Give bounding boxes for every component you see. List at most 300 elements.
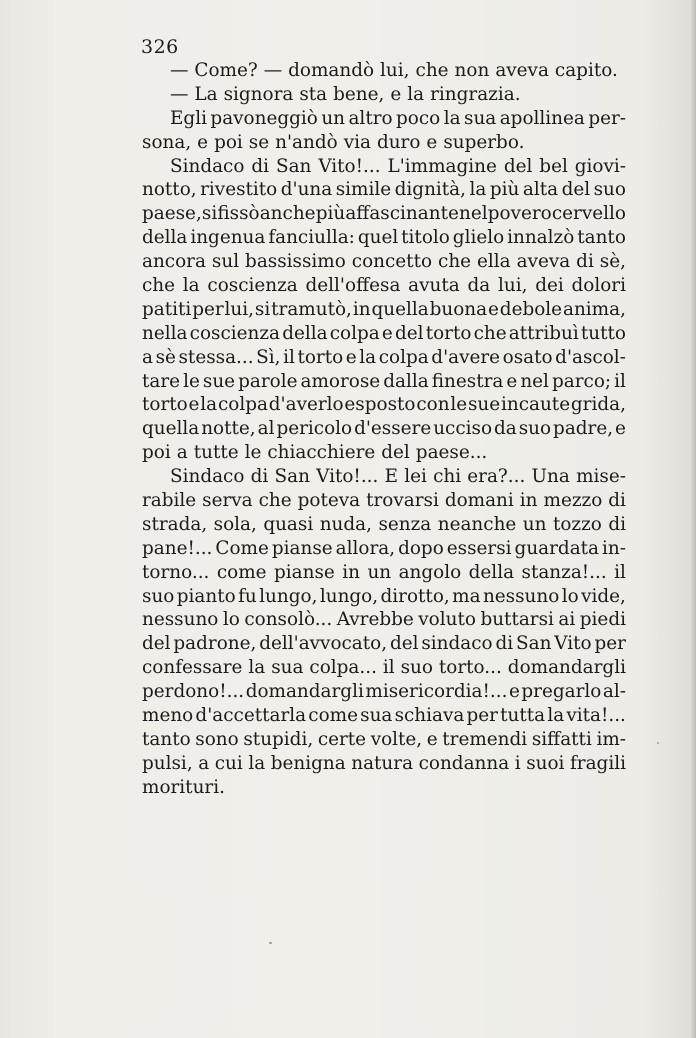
text-word: come <box>308 705 358 727</box>
text-word: tutto <box>580 322 626 344</box>
text-word: del <box>503 155 533 177</box>
text-word: pericolo <box>276 418 353 440</box>
text-word: d'averlo <box>268 394 344 416</box>
text-word: di <box>608 513 626 535</box>
text-word: innalzò <box>507 227 575 249</box>
text-word: il <box>382 657 395 679</box>
text-word: bene, <box>333 83 385 105</box>
text-word: per <box>594 633 626 655</box>
text-word: vita!... <box>566 705 626 727</box>
text-word: la <box>443 107 461 129</box>
text-line <box>142 728 626 752</box>
text-line <box>142 656 626 680</box>
text-word: Avrebbe <box>336 609 414 631</box>
text-word: un <box>321 107 346 129</box>
text-word: trovarsi <box>366 490 439 512</box>
text-word: fu <box>238 585 257 607</box>
text-word: suoi <box>526 752 565 774</box>
text-word: bel <box>539 155 568 177</box>
text-line <box>142 561 626 585</box>
text-word: e <box>381 322 393 344</box>
text-word: Sì, <box>256 346 281 368</box>
text-word: lo <box>561 585 579 607</box>
text-word: via <box>343 131 371 153</box>
body-text <box>142 59 626 800</box>
text-word: a <box>176 442 188 464</box>
text-word: quella <box>371 298 429 320</box>
text-word: da <box>467 275 491 297</box>
text-word: Come? <box>194 60 258 81</box>
text-word: colpa... <box>309 657 377 679</box>
text-word: ella <box>477 251 511 273</box>
text-word: lui, <box>380 60 410 81</box>
text-word: fragili <box>569 752 626 774</box>
text-word: coscienza <box>207 275 298 297</box>
text-word: quella <box>142 418 200 440</box>
text-word: Vito!... <box>316 466 379 488</box>
text-word: e <box>426 728 438 750</box>
text-word: torno... <box>142 561 210 583</box>
text-line <box>142 83 626 107</box>
text-word: le <box>183 370 200 392</box>
text-word: che <box>473 322 507 344</box>
text-word: siffatti <box>531 728 592 750</box>
text-word: la <box>200 394 218 416</box>
text-word: sola, <box>213 513 257 535</box>
text-word: incaute <box>500 394 571 416</box>
text-word: di <box>250 466 269 488</box>
text-word: giovi- <box>574 155 626 177</box>
text-word: — <box>170 83 189 105</box>
text-word: si <box>254 298 271 320</box>
text-word: essersi <box>446 537 512 559</box>
text-line <box>142 131 626 155</box>
text-word: nel <box>520 370 549 392</box>
text-word: simile <box>335 179 392 201</box>
text-word: poi <box>142 442 171 464</box>
text-word: suo <box>400 657 433 679</box>
text-word: aveva <box>495 60 549 81</box>
text-word: parco; <box>552 370 612 392</box>
text-word: tare <box>142 370 181 392</box>
text-word: esposto <box>344 394 416 416</box>
text-word: finestra <box>431 370 504 392</box>
text-word: tozzo <box>552 513 602 535</box>
text-word: nessuno <box>482 585 560 607</box>
text-word: pianse <box>274 561 335 583</box>
text-word: per- <box>588 107 626 129</box>
text-word: dell'avvocato, <box>259 633 388 655</box>
text-word: del <box>381 442 410 464</box>
text-word: della <box>468 561 515 583</box>
text-word: ma <box>452 585 481 607</box>
text-line <box>142 155 626 179</box>
text-word: Una <box>531 466 570 488</box>
text-line <box>142 585 626 609</box>
text-word: della <box>282 322 328 344</box>
text-word: quasi <box>263 513 314 535</box>
text-word: pregarlo <box>521 681 602 703</box>
text-word: il <box>614 561 626 583</box>
text-word: allora, <box>335 537 396 559</box>
text-word: la <box>407 83 425 105</box>
text-word: suo <box>142 585 175 607</box>
text-line <box>142 393 626 417</box>
text-word: debole <box>499 298 563 320</box>
text-word: sua <box>464 107 497 129</box>
text-word: ai <box>558 609 576 631</box>
text-word: Egli <box>170 107 207 129</box>
text-word: con <box>416 394 450 416</box>
text-word: tutte <box>193 442 239 464</box>
text-word: d'ascol- <box>555 346 626 368</box>
text-word: domandargli <box>507 657 626 679</box>
text-word: Sindaco <box>170 155 245 177</box>
text-line <box>142 417 626 441</box>
text-word: stessa... <box>178 346 254 368</box>
text-word: benigna <box>270 752 346 774</box>
text-word: torto <box>142 394 188 416</box>
text-word: la <box>359 346 377 368</box>
text-word: come <box>216 561 267 583</box>
text-word: la <box>182 275 200 297</box>
text-line <box>142 202 626 226</box>
text-word: suo <box>593 179 626 201</box>
text-word: buona <box>429 298 488 320</box>
paper-speck <box>657 742 659 744</box>
text-word: osato <box>502 346 553 368</box>
text-word: titolo <box>401 227 450 249</box>
text-word: il <box>283 346 295 368</box>
text-line <box>142 513 626 537</box>
text-word: era?... <box>467 466 526 488</box>
text-line <box>142 59 626 83</box>
text-line <box>142 752 626 776</box>
text-word: tramutò, <box>271 298 352 320</box>
text-word: pianse <box>271 537 333 559</box>
text-word: le <box>244 442 262 464</box>
text-word: dalla <box>383 370 429 392</box>
text-word: sè, <box>599 251 626 273</box>
text-word: signora <box>223 83 294 105</box>
text-word: domandargli <box>245 681 364 703</box>
text-word: Vito <box>554 633 592 655</box>
text-word: dolori <box>571 275 626 297</box>
text-word: sono <box>195 728 239 750</box>
text-word: che <box>142 275 176 297</box>
text-word: di <box>608 490 626 512</box>
text-line <box>142 704 626 728</box>
text-word: domandò <box>288 60 375 81</box>
text-word: cervello <box>551 203 626 225</box>
text-word: paese, <box>142 203 202 225</box>
text-word: e <box>615 418 626 440</box>
text-word: — <box>263 60 283 81</box>
text-word: glielo <box>452 227 505 249</box>
text-word: San <box>275 155 312 177</box>
text-word: in- <box>602 537 626 559</box>
text-word: e <box>508 681 520 703</box>
text-word: dopo <box>398 537 444 559</box>
text-word: le <box>450 394 468 416</box>
text-word: mise- <box>576 466 626 488</box>
text-word: lungo, <box>319 585 379 607</box>
text-word: coscienza <box>189 322 281 344</box>
text-word: pavoneggiò <box>210 107 318 129</box>
text-word: torto <box>425 322 472 344</box>
text-word: in <box>519 490 538 512</box>
text-word: Vito!... <box>318 155 381 177</box>
text-line <box>142 632 626 656</box>
text-word: patiti <box>142 298 192 320</box>
text-word: nessuno <box>142 609 219 631</box>
text-word: sue <box>202 370 236 392</box>
text-word: più <box>489 179 520 201</box>
text-word: parole <box>238 370 298 392</box>
text-line <box>142 226 626 250</box>
text-line <box>142 250 626 274</box>
text-word: certe <box>317 728 367 750</box>
text-word: ancora <box>142 251 206 273</box>
text-word: anima, <box>562 298 626 320</box>
text-word: pianto <box>176 585 236 607</box>
text-word: sona, <box>142 131 192 153</box>
text-word: in <box>342 561 360 583</box>
text-word: sua <box>360 705 393 727</box>
text-word: e <box>345 346 357 368</box>
text-word: torto... <box>438 657 502 679</box>
text-word: San <box>274 466 310 488</box>
text-word: e <box>488 298 499 320</box>
text-word: neanche <box>437 513 517 535</box>
text-word: del <box>561 179 591 201</box>
text-word: cui <box>214 752 243 774</box>
text-line <box>142 346 626 370</box>
text-line <box>142 178 626 202</box>
text-word: chiacchiere <box>267 442 376 464</box>
text-word: di <box>251 155 270 177</box>
text-word: Come <box>215 537 269 559</box>
text-word: paese... <box>415 442 488 464</box>
text-word: capito. <box>554 60 618 81</box>
text-word: lui, <box>224 298 255 320</box>
text-word: del <box>394 322 424 344</box>
text-word: poteva <box>297 490 361 512</box>
text-word: ringrazia. <box>430 83 521 105</box>
text-word: Sindaco <box>170 466 245 488</box>
text-word: dirotto, <box>380 585 450 607</box>
text-word: nuda, <box>319 513 372 535</box>
text-word: poco <box>396 107 441 129</box>
paper-speck <box>269 942 272 944</box>
text-word: buttarsi <box>480 609 554 631</box>
text-word: E <box>384 466 398 488</box>
text-line <box>142 298 626 322</box>
text-word: bassissimo <box>245 251 346 273</box>
text-word: padrone, <box>173 633 257 655</box>
text-word: di <box>576 251 594 273</box>
text-word: d'essere <box>354 418 432 440</box>
text-word: avuta <box>408 275 460 297</box>
text-word: dignità, <box>394 179 466 201</box>
text-word: natura <box>351 752 414 774</box>
text-line <box>142 776 626 800</box>
text-word: nel <box>458 203 488 225</box>
text-line <box>142 274 626 298</box>
text-word: del <box>142 633 171 655</box>
text-word: serva <box>202 490 253 512</box>
text-word: torto <box>297 346 344 368</box>
text-word: colpa <box>217 394 268 416</box>
text-word: in <box>352 298 371 320</box>
text-word: sindaco <box>421 633 493 655</box>
text-word: tanto <box>577 227 626 249</box>
text-word: lo <box>222 609 240 631</box>
text-word: colpa <box>329 322 380 344</box>
text-word: si <box>201 203 218 225</box>
text-word: rabile <box>142 490 197 512</box>
text-word: da <box>494 418 517 440</box>
text-word: schiava <box>394 705 465 727</box>
text-word: morituri. <box>142 776 225 798</box>
text-word: rivestito <box>200 179 278 201</box>
page-edge-shadow <box>690 0 696 1038</box>
text-word: ucciso <box>433 418 493 440</box>
text-line <box>142 537 626 561</box>
text-word: strada, <box>142 513 208 535</box>
text-word: meno <box>142 705 194 727</box>
text-word: voluto <box>418 609 476 631</box>
text-word: affascinante <box>345 203 459 225</box>
text-line <box>142 107 626 131</box>
text-word: d'accettarla <box>195 705 307 727</box>
text-word: sua <box>271 657 304 679</box>
text-word: un <box>522 513 547 535</box>
text-word: più <box>315 203 346 225</box>
text-word: e <box>390 83 402 105</box>
text-word: d'avere <box>431 346 501 368</box>
text-word: duro <box>376 131 421 153</box>
text-word: anche <box>259 203 316 225</box>
text-word: sè <box>155 346 176 368</box>
text-word: i <box>514 752 521 774</box>
text-word: superbo. <box>443 131 525 153</box>
text-line <box>142 441 626 465</box>
text-word: sul <box>211 251 240 273</box>
text-word: il <box>614 370 626 392</box>
text-word: attribuì <box>508 322 579 344</box>
text-word: lui, <box>497 275 528 297</box>
text-word: mezzo <box>543 490 603 512</box>
text-word: se <box>248 131 270 153</box>
text-word: guardata <box>514 537 600 559</box>
text-word: pane!... <box>142 537 213 559</box>
text-word: chi <box>433 466 462 488</box>
text-word: quel <box>357 227 399 249</box>
text-word: povero <box>487 203 552 225</box>
text-line <box>142 489 626 513</box>
text-line <box>142 370 626 394</box>
text-word: tremendi <box>442 728 528 750</box>
text-word: dell'offesa <box>305 275 401 297</box>
text-word: fanciulla: <box>268 227 355 249</box>
text-word: la <box>248 752 266 774</box>
text-word: notte, <box>201 418 256 440</box>
text-word: al <box>257 418 275 440</box>
text-line <box>142 680 626 704</box>
text-word: L'immagine <box>387 155 497 177</box>
text-word: che <box>258 490 292 512</box>
text-word: alta <box>522 179 559 201</box>
text-word: vide, <box>581 585 626 607</box>
text-word: al- <box>602 681 626 703</box>
text-word: pulsi, <box>142 752 193 774</box>
text-word: San <box>516 633 552 655</box>
text-word: e <box>506 370 518 392</box>
text-word: un <box>367 561 392 583</box>
text-word: consolò... <box>244 609 333 631</box>
text-word: colpa <box>378 346 429 368</box>
text-word: ingenua <box>190 227 266 249</box>
text-word: lungo, <box>259 585 318 607</box>
text-word: fissò <box>217 203 260 225</box>
text-word: a <box>198 752 210 774</box>
text-word: che <box>438 251 472 273</box>
text-line <box>142 608 626 632</box>
text-word: la <box>248 657 266 679</box>
text-word: notto, <box>142 179 197 201</box>
text-word: che <box>415 60 449 81</box>
text-word: stanza!... <box>521 561 607 583</box>
text-word: la <box>469 179 487 201</box>
text-word: sue <box>467 394 501 416</box>
text-word: per <box>192 298 224 320</box>
text-word: stupidi, <box>243 728 314 750</box>
text-word: dei <box>535 275 564 297</box>
text-word: n'andò <box>275 131 338 153</box>
text-word: La <box>194 83 218 105</box>
text-word: condanna <box>418 752 510 774</box>
text-word: poi <box>214 131 243 153</box>
text-word: per <box>466 705 498 727</box>
text-word: suo <box>518 418 552 440</box>
text-word: concetto <box>351 251 433 273</box>
text-word: la <box>547 705 565 727</box>
text-word: volte, <box>370 728 423 750</box>
text-word: padre, <box>553 418 614 440</box>
text-word: confessare <box>142 657 243 679</box>
text-word: e <box>197 131 209 153</box>
text-word: apollinea <box>499 107 585 129</box>
text-word: nella <box>142 322 188 344</box>
text-word: grida, <box>570 394 626 416</box>
text-word: tutta <box>500 705 546 727</box>
text-word: domani <box>444 490 514 512</box>
text-word: angolo <box>398 561 462 583</box>
text-word: di <box>495 633 514 655</box>
text-word: misericordia!... <box>365 681 508 703</box>
page-number: 326 <box>141 36 179 58</box>
text-word: del <box>389 633 419 655</box>
text-word: a <box>142 346 153 368</box>
text-word: perdono!... <box>142 681 245 703</box>
text-word: e <box>188 394 200 416</box>
text-word: e <box>426 131 438 153</box>
text-word: non <box>454 60 490 81</box>
text-word: piedi <box>579 609 626 631</box>
text-word: — <box>170 60 189 81</box>
text-word: sta <box>299 83 328 105</box>
